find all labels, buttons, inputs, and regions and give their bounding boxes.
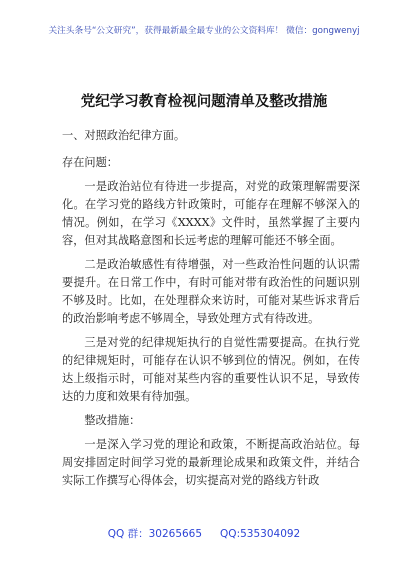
problems-heading: 存在问题：	[62, 156, 118, 169]
problem-paragraph-3: 三是对党的纪律规矩执行的自觉性需要提高。在执行党的纪律规矩时，可能存在认识不够到位的情况。例如，在传达上级指示时，可能对某些内容的重要性认识不足，导致传达的力度和效果有待加强。	[62, 336, 360, 403]
section-heading: 一、对照政治纪律方面。	[62, 129, 186, 142]
problem-paragraph-1: 一是政治站位有待进一步提高，对党的政策理解需要深化。在学习党的路线方针政策时，可能存在理解不够深入的情况。例如，在学习《XXXX》文件时，虽然掌握了主要内容，但对其战略意图和长远考虑的理解可能还不够全面。	[62, 180, 360, 247]
problem-paragraph-2: 二是政治敏感性有待增强，对一些政治性问题的认识需要提升。在日常工作中，有时可能对带有政治性的问题识别不够及时。比如，在处理群众来访时，可能对某些诉求背后的政治影响考虑不够周全，导致处理方式有待改进。	[62, 258, 360, 325]
document-body	[62, 117, 360, 487]
document-title: 党纪学习教育检视问题清单及整改措施	[80, 93, 328, 110]
document-footer	[0, 527, 408, 541]
qq-text: QQ:535304092	[220, 528, 301, 540]
measures-heading: 整改措施：	[84, 414, 141, 427]
qq-group-text: QQ 群：30265665	[107, 528, 203, 540]
measure-paragraph-1: 一是深入学习党的理论和政策，不断提高政治站位。每周安排固定时间学习党的最新理论成果和政策文件，并结合实际工作撰写心得体会，切实提高对党的路线方针政	[62, 438, 360, 487]
header-notice: 关注头条号“公文研究”，获得最新最全最专业的公文资料库！ 微信：gongwenyj	[48, 26, 360, 36]
